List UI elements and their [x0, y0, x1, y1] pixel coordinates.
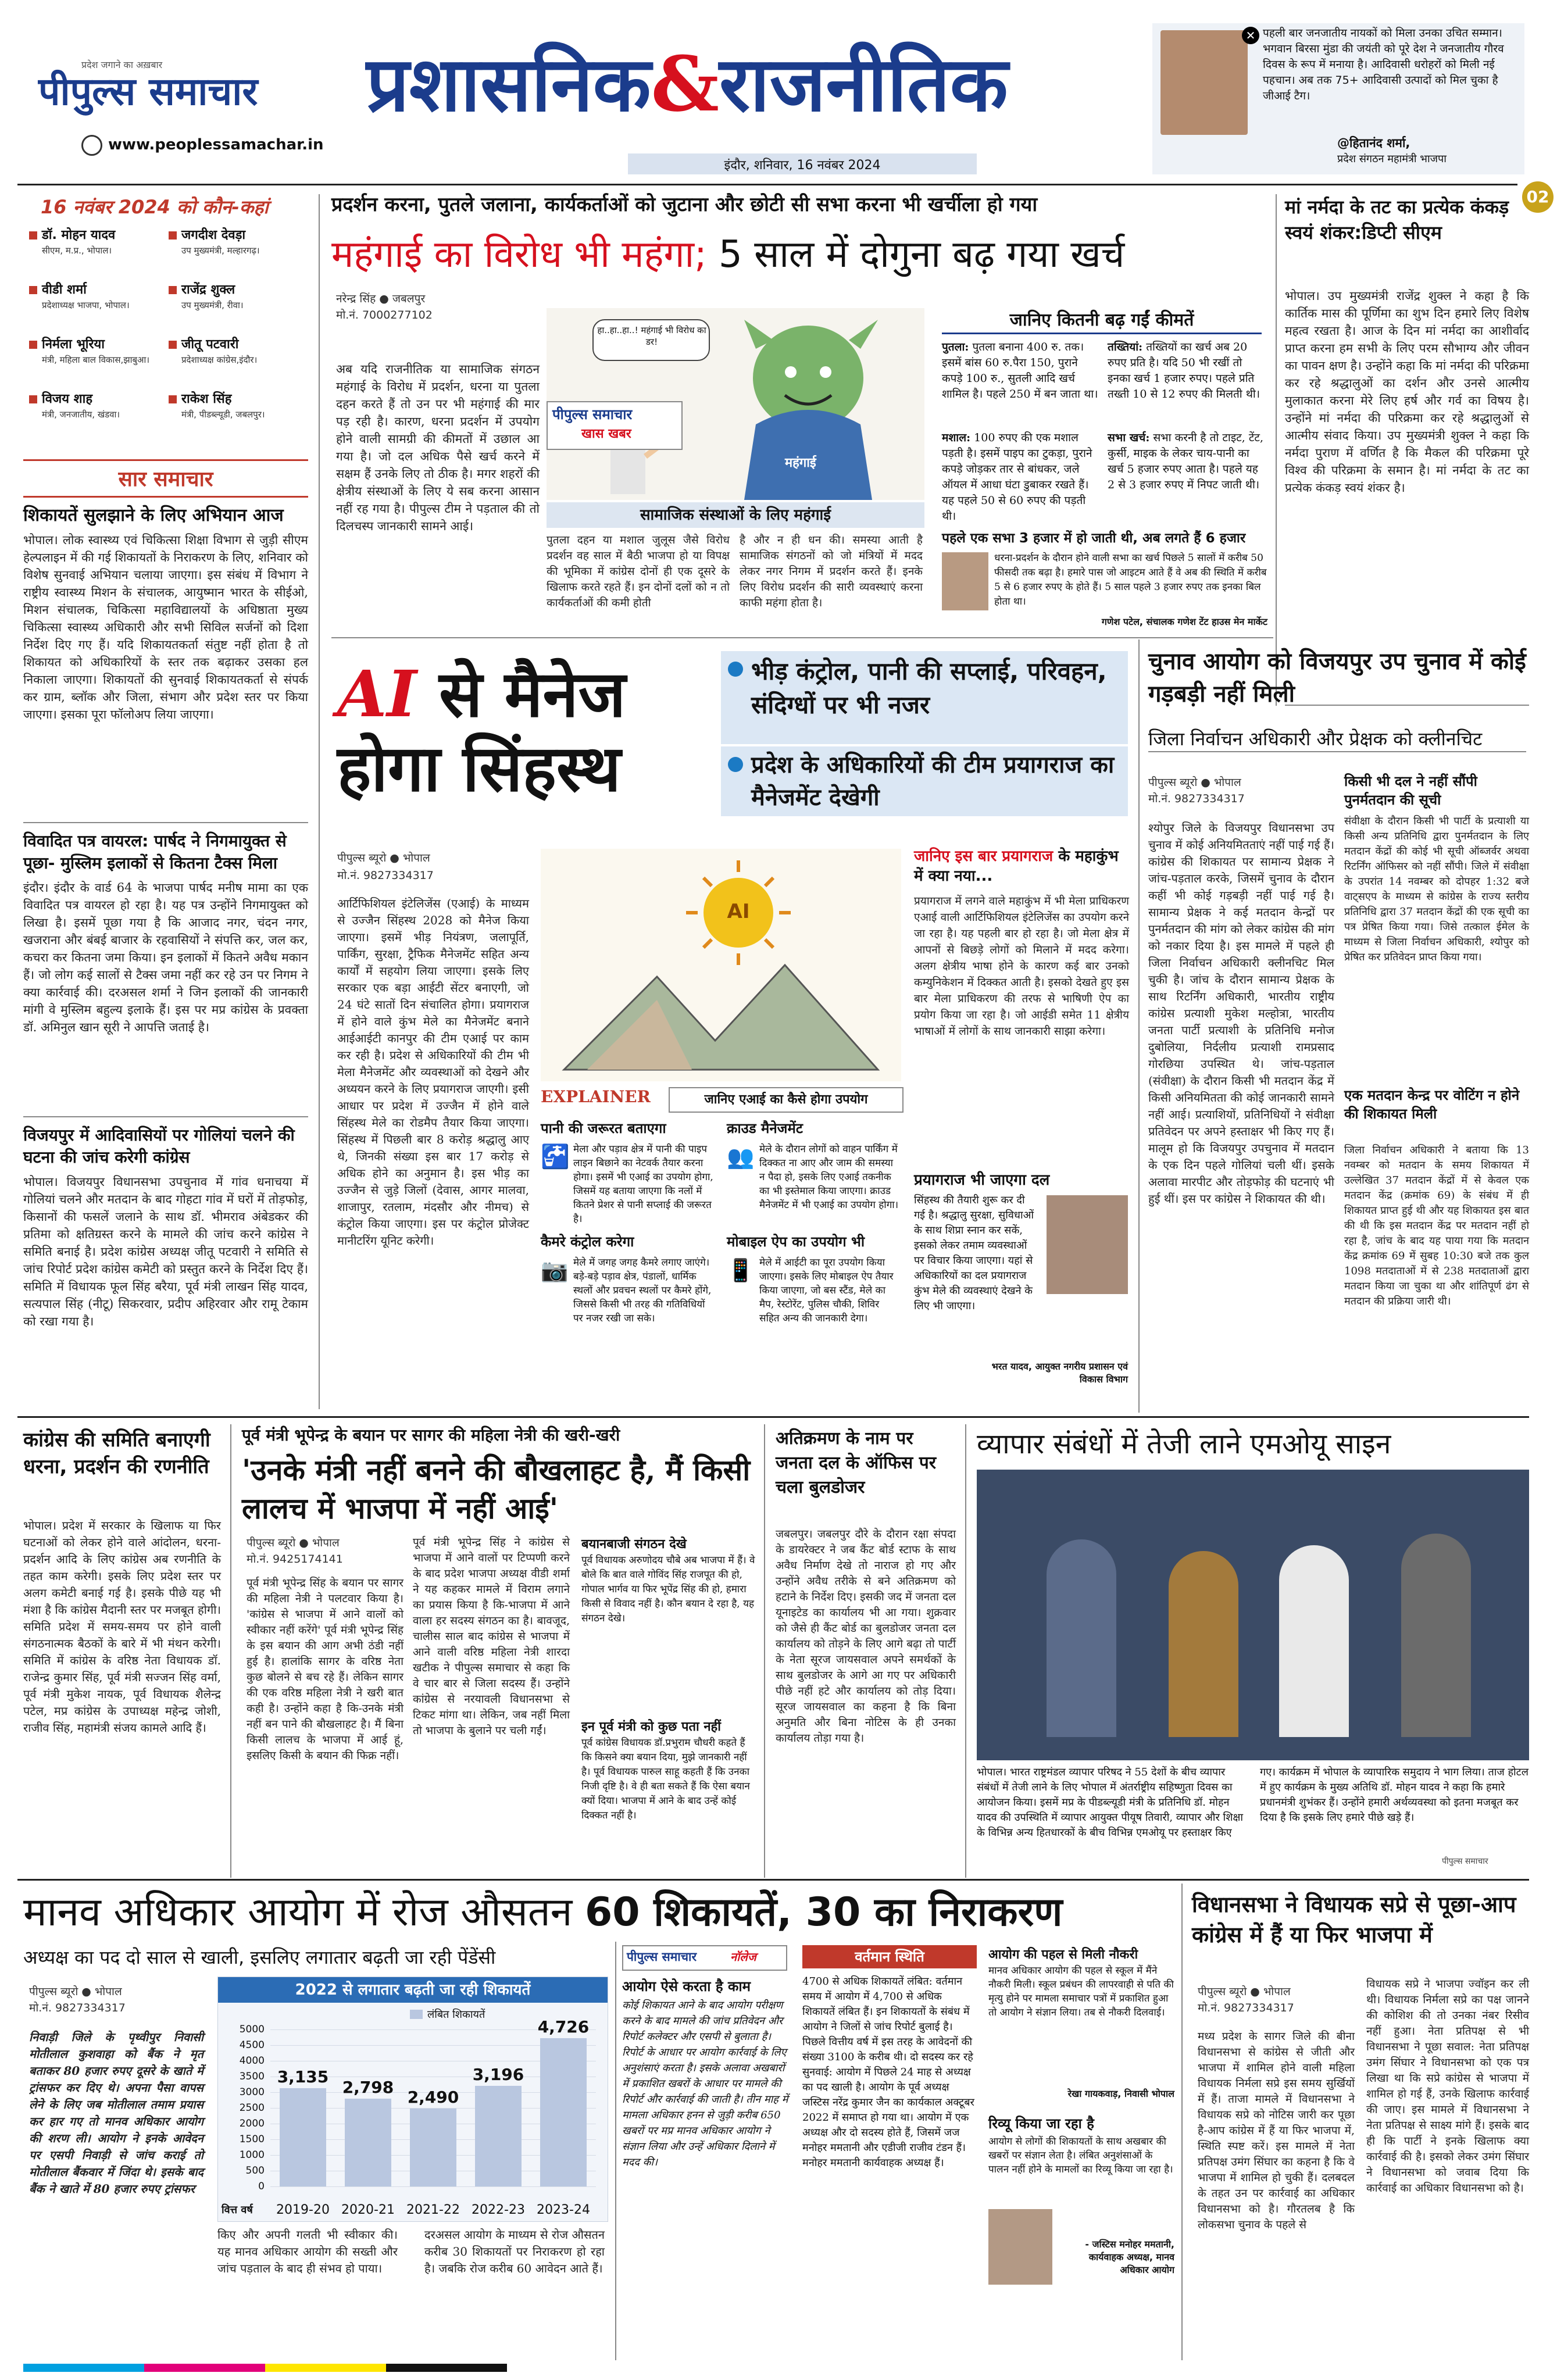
bullet-icon — [728, 757, 743, 772]
atikraman-body: जबलपुर। जबलपुर दौरे के दौरान रक्षा संपदा के डायरेक्टर ने जब कैंट बोर्ड स्टाफ के साथ अवैध निर्माण देखे तो नाराज हो गए और उन्होंने अवैध तरीके से बने अतिक्रमण को हटाने के निर्देश दिए। इसकी जद में जनता दल यूनाइटेड का कार्यालय भी आ गया। शुक्रवार को जैसे ही कैंट बोर्ड का बुलडोजर जनता दल कार्यालय को तोड़ने के लिए आगे बढ़ा तो पार्टी के नेता सूरज जायसवाल अपने समर्थकों के साथ बुलडोजर के आगे आ गए पर अधिकारी पीछे नहीं हटे और कार्यालय को तोड़ दिया। सूरज जायसवाल का कहना है कि बिना अनुमति और बिना नोटिस के ही उनका कार्यालय तोड़ा गया है। — [776, 1528, 956, 1745]
ai-box-4-text: मेले में आईटी का पूरा उपयोग किया जाएगा। इसके लिए मोबाइल ऐप तैयार किया जाएगा, जो बस स्टैंड, मेले का मैप, रेस्टोरेंट, पुलिस चौकी, शिविर सहित अन्य की जानकारी देगा। — [759, 1257, 894, 1324]
bhupendra-byline: पीपुल्स ब्यूरो ● भोपाल — [247, 1536, 340, 1549]
mou-caption: भोपाल। भारत राष्ट्रमंडल व्यापार परिषद ने 55 देशों के बीच व्यापार संबंधों में तेजी लाने के लिए भोपाल में अंतर्राष्ट्रीय सहिष्णुता दिवस का आयोजन किया। इसमें मप्र के पीडब्ल्यूडी मंत्री के प्रतिनिधि डॉ. मोहन यादव की उपस्थिति में व्यापार आयुक्त पीयूष तिवारी, व्यापार और शिक्षा के विभिन्न अन्य हितधारकों के बीच विभिन्न एमओयू पर हस्ताक्षर किए गए। कार्यक्रम में भोपाल के व्यापारिक समुदाय ने भाग लिया। ताज होटल में हुए कार्यक्रम के मुख्य अतिथि डॉ. मोहन यादव ने कहा कि हमारे प्रधानमंत्री शुभंकर हैं। उन्होंने हमारी अर्थव्यवस्था को इतना मजबूत कर दिया है कि इसके लिए हमारे पीछे खड़े हैं। — [977, 1766, 1529, 1839]
birthday-name: डॉ. मोहन यादव — [42, 228, 116, 242]
bar-value-label: 2,490 — [407, 2087, 459, 2107]
simhastha-headline-rest: से मैनेज होगा सिंहस्थ — [337, 656, 626, 806]
mobile-icon: 📱 — [727, 1257, 755, 1283]
narmada-head: मां नर्मदा के तट का प्रत्येक कंकड़ स्वयं शंकर:डिप्टी सीएम — [1285, 196, 1509, 244]
mou-head: व्यापार संबंधों में तेजी लाने एमओयू साइन — [977, 1428, 1391, 1460]
simhastha-point-1-text: भीड़ कंट्रोल, पानी की सप्लाई, परिवहन, संदिग्धों पर भी नजर — [751, 657, 1107, 719]
ai-box-2-text: मेले के दौरान लोगों को वाहन पार्किंग में दिक्कत ना आए और जाम की समस्या न पैदा हो, इसके लिए एआई तकनीक का भी इस्तेमाल किया जाएगा। क्राउड मैनेजमेंट में भी एआई का उपयोग होगा। — [759, 1143, 899, 1211]
birthday-marker-icon — [29, 395, 37, 403]
birthday-title: 16 नवंबर 2024 को कौन-कहां — [41, 196, 269, 218]
birthday-marker-icon — [29, 341, 37, 349]
price-item-2-head: मशाल: — [942, 431, 971, 444]
simhastha-point-2 — [721, 746, 1128, 816]
birthday-name: राजेंद्र शुक्ल — [181, 283, 235, 297]
bhupendra-side1-head: बयानबाजी संगठन देखे — [581, 1537, 687, 1552]
bhupendra-side1-text: पूर्व विधायक अरुणोदय चौबे अब भाजपा में हैं। वे बोले कि बात वाले गोविंद सिंह राजपूत की हो, गोपाल भार्गव या फिर भूपेंद्र सिंह की हो, हमारा किसी से विवाद नहीं है। कौन बयान दे रहा है, यह संगठन देखे। — [581, 1554, 755, 1624]
lead-kicker: प्रदर्शन करना, पुतले जलाना, कार्यकर्ताओं को जुटाना और छोटी सी सभा करना भी खर्चीला हो गया — [331, 193, 1038, 216]
mou-photo — [977, 1470, 1529, 1760]
chart-title: 2022 से लगातार बढ़ती जा रही शिकायतें — [218, 1977, 608, 2003]
chart-bar — [410, 2109, 456, 2186]
birthday-name: जीतू पटवारी — [181, 337, 239, 352]
y-tick-label: 500 — [245, 2165, 265, 2177]
manav-byline-place: भोपाल — [94, 1985, 122, 1998]
simhastha-byline-place: भोपाल — [402, 852, 430, 864]
birthday-entry — [169, 281, 306, 312]
vijaypur-head: चुनाव आयोग को विजयपुर उप चुनाव में कोई गड़बड़ी नहीं मिली — [1148, 648, 1526, 707]
chart-bar — [475, 2086, 522, 2186]
price-item-3 — [1108, 340, 1265, 402]
price-item-1-text: पुतला बनाना 400 रु. तक। इसमें बांस 60 रु.पैरा 150, पुराने कपड़े 100 रु., सुतली आदि खर्च शामिल है। पहले 250 में बन जाता था। — [942, 341, 1098, 401]
naukri-credit: रेखा गायकवाड़, निवासी भोपाल — [1067, 2088, 1174, 2099]
ai-box-3 — [541, 1232, 715, 1349]
y-tick-label: 2500 — [239, 2102, 265, 2114]
lead-col2: पुतला दहन या मशाल जुलूस जैसे विरोध प्रदर्शन वह साल में बैठी भाजपा हो या विपक्ष की भूमिका में कांग्रेस दोनों ही एक दूसरे के खिलाफ करते रहते हैं। इन दोनों दलों को न तो कार्यकर्ताओं की कमी होती — [547, 534, 730, 609]
sar-item-3 — [23, 1124, 308, 1330]
price-item-2 — [942, 430, 1099, 524]
cartoon-caption: सामाजिक संस्थाओं के लिए महंगाई — [547, 502, 924, 528]
bhupendra-col2: पूर्व मंत्री भूपेन्द्र सिंह ने कांग्रेस से भाजपा में आने वालों पर टिप्पणी करने के बाद प्रदेश भाजपा अध्यक्ष वीडी शर्मा ने यह कहकर मामले में विराम लगाने का प्रयास किया है कि-भाजपा में आने वाला हर सदस्य संगठन का है। बावजूद, चालीस साल बाद कांग्रेस से भाजपा में आने वाली वरिष्ठ महिला नेत्री शारदा खटीक ने पीपुल्स समाचार से कहा कि वे चार बार से जिला सदस्य हैं। उन्होंने कांग्रेस से नरयावली विधानसभा से टिकट मांगा था। लेकिन, जब नहीं मिला तो भाजपा के बुलाने पर चली गईं। — [413, 1536, 570, 1737]
prayag-photo — [1047, 1195, 1128, 1294]
quote-author: @हितानंद शर्मा, — [1337, 136, 1410, 150]
chart-bar — [540, 2038, 587, 2186]
vidhan-col1: मध्य प्रदेश के सागर जिले की बीना विधानसभा से कांग्रेस से जीती और भाजपा में शामिल होने वाली महिला विधायक निर्मला सप्रे इस समय सुर्खियों में हैं। ताजा मामले में विधानसभा ने विधायक सप्रे को नोटिस जारी कर पूछा है-आप कांग्रेस में हैं या फिर भाजपा में, स्थिति स्पष्ट करें। इस मामले में नेता प्रतिपक्ष उमंग सिंघार का कहना है कि वे भाजपा में शामिल हो चुकी हैं। दलबदल के तहत उन पर कार्रवाई का अधिकार विधानसभा को है। गौरतलब है कि लोकसभा चुनाव के पहले से — [1198, 2030, 1355, 2231]
birthday-name: निर्मला भूरिया — [42, 337, 105, 352]
vijaypur-side2-head: एक मतदान केन्द्र पर वोटिंग न होने की शिकायत मिली — [1344, 1087, 1520, 1122]
crowd-icon: 👥 — [727, 1144, 755, 1170]
price-item-1-head: पुतला: — [942, 341, 969, 353]
sabha-text: धरना-प्रदर्शन के दौरान होने वाली सभा का खर्च पिछले 5 सालों में करीब 50 फीसदी तक बढ़ा है। हमारे पास जो आइटम आते हैं वे अब की स्थिति में करीब 5 से 6 हजार रुपए के होते हैं। 5 साल पहले 3 हजार रुपए तक इनका बिल होता था। — [994, 552, 1267, 607]
birthday-role: मंत्री, जनजातीय, खंडवा। — [42, 409, 120, 420]
ai-box-2 — [727, 1119, 901, 1221]
vijaypur-sub: जिला निर्वाचन अधिकारी और प्रेक्षक को क्लीनचिट — [1148, 727, 1526, 752]
grid-line — [270, 2186, 596, 2187]
explainer-title: जानिए एआई का कैसे होगा उपयोग — [669, 1087, 904, 1113]
explainer-label: EXPLAINER — [541, 1087, 651, 1106]
vidhan-byline: पीपुल्स ब्यूरो ● भोपाल — [1198, 1985, 1291, 1998]
birthday-role: मंत्री, पीडब्ल्यूडी, जबलपुर। — [181, 409, 265, 420]
sar-title: सार समाचार — [118, 467, 213, 491]
current-title: वर्तमान स्थिति — [802, 1945, 977, 1968]
birthday-role: उप मुख्यमंत्री, मल्हारगढ़। — [181, 245, 260, 256]
globe-icon — [81, 135, 102, 156]
quote-role: प्रदेश संगठन महामंत्री भाजपा — [1337, 153, 1447, 165]
lead-headline-red: महंगाई का विरोध भी महंगा; — [331, 233, 707, 276]
manav-byline-name: पीपुल्स ब्यूरो — [29, 1985, 78, 1998]
lead-phone: मो.नं. 7000277102 — [336, 309, 433, 321]
ai-cartoon — [541, 849, 901, 1081]
lead-stamp-logo: पीपुल्स समाचार — [552, 406, 633, 423]
sar-item-1 — [23, 505, 308, 723]
bar-value-label: 3,135 — [277, 2067, 329, 2086]
sabha-photo — [942, 552, 988, 610]
page-number: 02 — [1522, 181, 1554, 213]
knowledge-head: आयोग ऐसे करता है काम — [622, 1978, 751, 1995]
knowledge-stamp-label: नॉलेज — [730, 1950, 756, 1964]
birthday-marker-icon — [169, 286, 177, 294]
sar-item-1-body: भोपाल। लोक स्वास्थ्य एवं चिकित्सा शिक्षा विभाग से जुड़ी सीएम हेल्पलाइन में की गई शिकायतों के निराकरण के लिए, शनिवार को विशेष सुनवाई अभियान चलाया जाएगा। इस संबंध में विभाग ने राष्ट्रीय स्वास्थ्य मिशन के संचालक, आयुष्मान भारत के सीईओ, मिशन संचालक, चिकित्सा महाविद्यालयों के अधिष्ठाता मुख्य चिकित्सा स्वास्थ्य अधिकारी और सभी सिविल सर्जनों को दिशा निर्देश दिए गए हैं। यदि शिकायतकर्ता संतुष्ट नहीं होता है तो शिकायत को अधिकारियों के स्तर तक बढ़ाकर उसका हल निकाला जाएगा। शिकायतों की सुनवाई शिकायतकर्ता से संपर्क कर ग्राम, ब्लॉक और जिला, संभाग और प्रदेश स्तर पर किया जाएगा। इसका पूरा फॉलोअप लिया जाएगा। — [23, 533, 308, 721]
vidhan-byline-name: पीपुल्स ब्यूरो — [1198, 1985, 1247, 1998]
y-tick-label: 0 — [258, 2181, 265, 2192]
rishwat-credit: - जस्टिस मनोहर ममतानी, कार्यवाहक अध्यक्ष, मानव अधिकार आयोग — [1085, 2239, 1174, 2275]
x-tick-label: 2022-23 — [472, 2203, 525, 2217]
simhastha-phone: मो.नं. 9827334317 — [337, 869, 434, 882]
lead-headline — [331, 231, 1273, 278]
simhastha-point-2-text: प्रदेश के अधिकारियों की टीम प्रयागराज का मैनेजमेंट देखेगी — [751, 752, 1115, 811]
newspaper-logo[interactable]: पीपुल्स समाचार — [38, 69, 258, 114]
birthday-name: राकेश सिंह — [181, 392, 232, 406]
cartoon-bubble: हा..हा..हा..! महंगाई भी विरोध का डर! — [597, 325, 706, 347]
ai-box-1-text: मेला और पड़ाव क्षेत्र में पानी की पाइप लाइन बिछाने का नेटवर्क तैयार करना होगा। इसमें भी एआई का उपयोग होगा, जिसमें यह बताया जाएगा कि नलों में कितने प्रेशर से पानी सप्लाई की जरूरत है। — [573, 1143, 713, 1225]
vidhan-phone: मो.नं. 9827334317 — [1198, 2002, 1294, 2014]
sabha-head: पहले एक सभा 3 हजार में हो जाती थी, अब लगते हैं 6 हजार — [942, 531, 1246, 546]
ai-cartoon-illustration — [541, 849, 901, 1081]
prayag-credit: भरत यादव, आयुक्त नगरीय प्रशासन एवं विकास विभाग — [991, 1361, 1128, 1385]
bhupendra-byline-place: भोपाल — [312, 1536, 340, 1549]
birthday-role: प्रदेशाध्यक्ष भाजपा, भोपाल। — [42, 300, 130, 310]
section-title-amp: & — [651, 40, 719, 128]
vijaypur-side1-text: संवीक्षा के दौरान किसी भी पार्टी के प्रत्याशी या किसी अन्य प्रतिनिधि द्वारा पुनर्मतदान के लिए मतदान केंद्रों की कोई भी सूची ऑब्जर्वर अथवा रिटर्निंग ऑफिसर को नहीं सौंपी। जिले में संवीक्षा के उपरांत 14 नवम्बर को दोपहर 1:32 बजे वाट्सएप के माध्यम से कांग्रेस के राज्य स्तरीय प्रतिनिधि द्वारा 37 मतदान केंद्रों की एक सूची का पत्र प्रेषित किया गया। जिसे तत्काल ईमेल के माध्यम से जिला निर्वाचन अधिकारी, श्योपुर को प्रेषित कर प्रतिवेदन प्राप्त किया गया। — [1344, 815, 1529, 963]
bhupendra-byline-name: पीपुल्स ब्यूरो — [247, 1536, 296, 1549]
bhupendra-side2-head: इन पूर्व मंत्री को कुछ पता नहीं — [581, 1720, 721, 1734]
vijaypur-byline-place: भोपाल — [1213, 776, 1241, 789]
simhastha-byline: पीपुल्स ब्यूरो ● भोपाल — [337, 852, 430, 864]
vijaypur-col1: श्योपुर जिले के विजयपुर विधानसभा उप चुनाव में कोई अनियमितताएं नहीं पाई गई हैं। कांग्रेस की शिकायत पर सामान्य प्रेक्षक ने जांच-पड़ताल करके, जिसमें चुनाव के दौरान कहीं भी कोई गड़बड़ी नहीं पाई गई है। सामान्य प्रेक्षक ने कई मतदान केन्द्रों पर पुनर्मतदान की मांग को लेकर कांग्रेस की मांग को नकार दिया है। इस मामले में पहले ही जिला निर्वाचन अधिकारी क्लीनचिट मिल चुकी है। जांच के दौरान सामान्य प्रेक्षक के साथ रिटर्निंग अधिकारी, भारतीय राष्ट्रीय कांग्रेस प्रत्याशी मुकेश मल्होत्रा, भारतीय जनता पार्टी प्रत्याशी के प्रतिनिधि मनोज दुबोलिया, निर्दलीय प्रत्याशी रामप्रसाद गोरछिया उपस्थित थे। जांच-पड़ताल (संवीक्षा) के दौरान किसी भी मतदान केंद्र में किसी अनियमितता की कोई जानकारी सामने नहीं आई। प्रत्याशियों, प्रतिनिधियों ने संवीक्षा प्रतिवेदन पर अपने हस्ताक्षर भी किए गए हैं। मालूम हो कि विजयपुर उपचुनाव में मतदान के एक दिन पहले गोलियां चली थीं। इसके अलावा मारपीट और तोड़फोड़ की घटनाएं भी हुई थीं। इस पर कांग्रेस ने शिकायत की थी। — [1148, 821, 1334, 1206]
ai-box-3-text: मेले में जगह जगह कैमरे लगाए जाएंगे। बड़े-बड़े पड़ाव क्षेत्र, पंडालों, धार्मिक स्थलों और प्रवचन स्थलों पर कैमरे होंगे, जिससे किसी भी तरह की गतिविधियों पर नजर रखी जा सके। — [573, 1257, 712, 1324]
birthday-marker-icon — [169, 231, 177, 240]
section-title — [366, 41, 1008, 128]
vidhan-byline-place: भोपाल — [1263, 1985, 1291, 1998]
current-text: 4700 से अधिक शिकायतें लंबित: वर्तमान समय में आयोग में 4,700 से अधिक शिकायतें लंबित हैं। इन शिकायतों के संबंध में आयोग ने जिलों से जांच रिपोर्ट बुलाई है। पिछले वित्तीय वर्ष में इस तरह के आवेदनों की संख्या 3100 के करीब थी। दो सदस्य कर रहे सुनवाई: आयोग में पिछले 24 माह से अध्यक्ष का पद खाली है। आयोग के पूर्व अध्यक्ष जस्टिस नरेंद्र कुमार जैन का कार्यकाल अक्टूबर 2022 में समाप्त हो गया था। आयोग में एक अध्यक्ष और दो सदस्य होते हैं, जिसमें जज मनोहर ममतानी और एडीजी राजीव टंडन हैं। मनोहर ममतानी कार्यवाहक अध्यक्ष हैं। — [802, 1975, 974, 2169]
sar-item-3-head: विजयपुर में आदिवासियों पर गोलियां चलने की घटना की जांच करेगी कांग्रेस — [23, 1125, 295, 1167]
birthday-entry — [29, 227, 166, 257]
y-tick-label: 4000 — [239, 2055, 265, 2067]
chart-bar — [280, 2088, 326, 2186]
birthday-role: उप मुख्यमंत्री, रीवा। — [181, 300, 244, 310]
sar-item-1-head: शिकायतें सुलझाने के लिए अभियान आज — [23, 505, 284, 526]
ai-box-4 — [727, 1232, 901, 1349]
lead-stamp-label: खास खबर — [581, 427, 631, 441]
ai-box-4-head: मोबाइल ऐप का उपयोग भी — [727, 1234, 865, 1250]
naukri-text: मानव अधिकार आयोग की पहल से स्कूल में मैंने नौकरी मिली। स्कूल प्रबंधन की लापरवाही से पति की मृत्यु होने पर मामला समाचार पत्रों में प्रकाशित हुआ तो आयोग ने संज्ञान लिया। तब से नौकरी दिलवाई। — [988, 1965, 1174, 2018]
birthday-role: प्रदेशाध्यक्ष कांग्रेस,इंदौर। — [181, 355, 258, 365]
simhastha-byline-name: पीपुल्स ब्यूरो — [337, 852, 387, 864]
vijaypur-side2-text: जिला निर्वाचन अधिकारी ने बताया कि 13 नवम्बर को मतदान के समय शिकायत में उल्लेखित 37 मतदान केंद्रों में से केवल एक मतदान केंद्र (क्रमांक 69) के संबंध में ही शिकायत प्राप्त हुई थी और यह शिकायत इस बात की थी कि इस मतदान केंद्र पर मतदान नहीं हो रहा है, जांच के बाद यह पाया गया कि मतदान केंद्र क्रमांक 69 में सुबह 10:30 बजे तक कुल 1098 मतदाताओं में से 238 मतदाताओं द्वारा मतदान किया जा चुका था और शांतिपूर्ण ढंग से मतदान की प्रक्रिया जारी थी। — [1344, 1144, 1529, 1307]
ai-sun-label: AI — [727, 900, 750, 923]
chart-legend: लंबित शिकायतें — [427, 2009, 485, 2021]
price-item-3-head: तख्तियां: — [1108, 341, 1143, 353]
complaints-chart — [217, 1977, 608, 2222]
simhastha-headline — [337, 657, 709, 806]
y-tick-label: 1000 — [239, 2149, 265, 2161]
manav-sub: अध्यक्ष का पद दो साल से खाली, इसलिए लगातार बढ़ती जा रही पेंडेंसी — [23, 1946, 496, 1968]
manav-headline-a: मानव अधिकार आयोग में रोज औसतन — [23, 1889, 573, 1935]
dateline: इंदौर, शनिवार, 16 नवंबर 2024 — [724, 158, 881, 173]
x-icon: ✕ — [1242, 27, 1259, 44]
bar-value-label: 3,196 — [472, 2065, 524, 2085]
manav-intro: निवाड़ी जिले के पृथ्वीपुर निवासी मोतीलाल कुशवाहा को बैंक ने मृत बताकर 80 हजार रुपए दूसरे के खाते में ट्रांसफर कर दिए थे। अपना पैसा वापस लेने के लिए जब मोतीलाल तमाम प्रयास कर हार गए तो मानव अधिकार आयोग की शरण ली। आयोग ने इनके आवेदन पर एसपी निवाड़ी से जांच कराई तो मोतीलाल बैंकवार में जिंदा थे। इसके बाद बैंक ने खाते में 80 हजार रुपए ट्रांसफर — [29, 2030, 203, 2196]
lead-headline-black: 5 साल में दोगुना बढ़ गया खर्च — [719, 233, 1125, 276]
x-tick-label: 2020-21 — [341, 2203, 395, 2217]
birthday-entry — [169, 391, 306, 421]
bhupendra-headline: 'उनके मंत्री नहीं बनने की बौखलाहट है, मैं किसी लालच में भाजपा में नहीं आई' — [242, 1453, 751, 1525]
vijaypur-side1-head: किसी भी दल ने नहीं सौंपी पुनर्मतदान की सूची — [1344, 773, 1477, 808]
price-item-4-head: सभा खर्च: — [1108, 431, 1150, 444]
bhupendra-side2-text: पूर्व कांग्रेस विधायक डॉ.प्रभुराम चौधरी कहते हैं कि किसने क्या बयान दिया, मुझे जानकारी नहीं है। पूर्व विधायक पारुल साहू कहती हैं कि उनका निजी दृष्टि है। वे ही बता सकते हैं कि ऐसा बयान क्यों दिया। भाजपा में आने के बाद उन्हें कोई दिक्कत नहीं है। — [581, 1737, 750, 1821]
price-item-4-text: सभा करनी है तो टाइट, टेंट, कुर्सी, माइक के लेकर चाय-पानी का खर्च 5 हजार रुपए आता है। पहले यह 2 से 3 हजार रुपए में निपट जाती थी। — [1108, 431, 1264, 491]
quote-text: पहली बार जनजातीय नायकों को मिला उनका उचित सम्मान। भगवान बिरसा मुंडा की जयंती को पूरे देश ने जनजातीय गौरव दिवस के रूप में मनाया है। आदिवासी धरोहरों को मिली नई पहचान। अब तक 75+ आदिवासी उत्पादों को मिल चुका है जीआई टैग। — [1263, 27, 1504, 102]
x-tick-label: 2023-24 — [537, 2203, 590, 2217]
chart-xlabel: वित्त वर्ष — [222, 2204, 253, 2216]
price-item-4 — [1108, 430, 1265, 493]
lead-col3: है और न ही धन की। समस्या आती है सामाजिक संगठनों को जो मंत्रियों में मदद लेकर नगर निगम में प्रदर्शन करते हैं। इनके लिए विरोध प्रदर्शन की सारी व्यवस्थाएं करना काफी महंगा होता है। — [740, 534, 923, 609]
vijaypur-phone: मो.नं. 9827334317 — [1148, 792, 1245, 805]
naukri-head: आयोग की पहल से मिली नौकरी — [988, 1947, 1138, 1962]
birthday-entry — [169, 227, 306, 257]
section-title-part2: राजनीतिक — [719, 40, 1008, 128]
rishwat-head: रिव्यू किया जा रहा है — [988, 2115, 1094, 2132]
simhastha-headline-ai: AI — [337, 656, 417, 731]
bhupendra-col1: पूर्व मंत्री भूपेन्द्र सिंह के बयान पर सागर की महिला नेत्री ने पलटवार किया है। 'कांग्रेस से भाजपा में आने वालों को स्वीकार नहीं करेंगे' पूर्व मंत्री भूपेन्द्र सिंह के इस बयान की आग अभी ठंडी नहीं हुई है। हालांकि सागर के वरिष्ठ नेता कुछ बोलने से बच रहे हैं। लेकिन सागर की एक वरिष्ठ महिला नेत्री ने खरी बात कही है। उन्होंने कहा है कि-उनके मंत्री नहीं बन पाने की बौखलाहट है। मैं बिना किसी लालच के भाजपा में आई हूं, इसलिए किसी के बयान की फिक्र नहीं। — [247, 1577, 403, 1762]
atikraman-head: अतिक्रमण के नाम पर जनता दल के ऑफिस पर चला बुलडोजर — [776, 1428, 937, 1498]
birthday-marker-icon — [29, 286, 37, 294]
y-tick-label: 1500 — [239, 2134, 265, 2145]
chart-bar — [345, 2099, 391, 2186]
chart-plot — [218, 1977, 608, 2221]
kumbh-head — [914, 846, 1129, 886]
birthday-entry — [29, 336, 166, 366]
rishwat-photo — [988, 2209, 1052, 2285]
prices-title: जानिए कितनी बढ़ गईं कीमतें — [942, 307, 1262, 334]
sar-item-2-head: विवादित पत्र वायरल: पार्षद ने निगमायुक्त से पूछा- मुस्लिम इलाकों से कितना टैक्स मिला — [23, 831, 287, 873]
manav-headline — [23, 1888, 1163, 1937]
ai-box-1-head: पानी की जरूरत बताएगा — [541, 1120, 666, 1137]
congress-body: भोपाल। प्रदेश में सरकार के खिलाफ या फिर घटनाओं को लेकर होने वाले आंदोलन, धरना-प्रदर्शन आदि के लिए कांग्रेस अब रणनीति के तहत काम करेगी। इसके लिए प्रदेश स्तर पर अलग कमेटी बनाई गई है। इसके पीछे यह भी मंशा है कि कांग्रेस मैदानी स्तर पर मजबूत होगी। समिति प्रदेश में समय-समय पर होने वाली संगठनात्मक बैठकों के बारे में भी मंथन करेगी। समिति में कांग्रेस के वरिष्ठ नेता विधायक डॉ. राजेन्द्र कुमार सिंह, पूर्व मंत्री सज्जन सिंह वर्मा, पूर्व मंत्री मुकेश नायक, पूर्व विधायक शैलेन्द्र पटेल, मप्र कांग्रेस के उपाध्यक्ष महेन्द्र जोशी, राजीव सिंह, महामंत्री संजय कामले आदि हैं। — [23, 1518, 221, 1735]
vidhan-col2: विधायक सप्रे ने भाजपा ज्वॉइन कर ली थी। विधायक निर्मला सप्रे का पक्ष जानने की कोशिश की तो उनका नंबर रिसीव नहीं हुआ। नेता प्रतिपक्ष से भी विधानसभा ने पूछा सवाल: नेता प्रतिपक्ष उमंग सिंघार ने विधानसभा को एक पत्र लिखा था कि सप्रे कांग्रेस से भाजपा में शामिल हो गई हैं, उनके खिलाफ कार्रवाई की जाए। इस मामले में विधानसभा ने नेता प्रतिपक्ष से साक्ष्य मांगे हैं। इसके बाद ही कि पार्टी ने इनके खिलाफ क्या कार्रवाई की है। इसको लेकर उमंग सिंघार ने विधानसभा को जवाब दिया कि कार्रवाई का अधिकार विधानसभा को है। — [1366, 1978, 1529, 2195]
section-title-part1: प्रशासनिक — [366, 40, 651, 128]
lead-col1: अब यदि राजनीतिक या सामाजिक संगठन महंगाई के विरोध में प्रदर्शन, धरना या पुतला दहन करते हैं तो उन पर भी महंगाई की मार पड़ रही है। कारण, धरना प्रदर्शन में उपयोग होने वाली सामग्री की कीमतों में उछाल आ गया है। जो दल अधिक पैसे खर्च करने में सक्षम हैं उनके लिए तो ठीक है। मगर शहरों की क्षेत्रीय संस्थाओं के लिए ये सब करना आसान नहीं रह गया है। पीपुल्स टीम ने पड़ताल की तो दिलचस्प जानकारी सामने आई। — [336, 362, 540, 533]
y-tick-label: 5000 — [239, 2024, 265, 2035]
manav-col2: किए और अपनी गलती भी स्वीकार की। यह मानव अधिकार आयोग की सख्ती और जांच पड़ताल के बाद ही संभव हो पाया। — [217, 2228, 398, 2275]
sabha-credit: गणेश पटेल, संचालक गणेश टेंट हाउस मेन मार्केट — [1101, 616, 1267, 627]
manav-headline-b: 60 शिकायतें, 30 का निराकरण — [584, 1889, 1063, 1935]
x-tick-label: 2021-22 — [406, 2203, 460, 2217]
x-tick-label: 2019-20 — [276, 2203, 330, 2217]
camera-icon: 📷 — [541, 1257, 569, 1283]
ai-box-3-head: कैमरे कंट्रोल करेगा — [541, 1234, 634, 1250]
author-photo — [1160, 30, 1248, 135]
color-bar — [23, 2364, 1535, 2372]
birthday-name: वीडी शर्मा — [42, 283, 87, 297]
lead-byline-place: जबलपुर — [392, 292, 426, 305]
knowledge-text: कोई शिकायत आने के बाद आयोग परीक्षण करने के बाद मामले की जांच प्रतिवेदन और रिपोर्ट कलेक्टर और एसपी से बुलाता है। रिपोर्ट के आधार पर आयोग कार्रवाई के लिए अनुशंसाएं करता है। इसके अलावा अखबारों में प्रकाशित खबरों के आधार पर मामले की रिपोर्ट और कार्रवाई की जाती है। तीन माह में मामला अधिकार हनन से जुड़ी करीब 650 खबरों पर मप्र मानव अधिकार आयोग ने संज्ञान लिया और उन्हें अधिकार दिलाने में मदद की। — [622, 1999, 788, 2168]
birthday-marker-icon — [169, 395, 177, 403]
birthday-role: सीएम, म.प्र., भोपाल। — [42, 245, 112, 256]
birthday-name: जगदीश देवड़ा — [181, 228, 246, 242]
sar-item-2-body: इंदौर। इंदौर के वार्ड 64 के भाजपा पार्षद मनीष मामा का एक विवादित पत्र वायरल हो रहा है। यह पत्र उन्होंने निगमायुक्त को लिखा है। इसमें पूछा गया है कि आजाद नगर, चंदन नगर, खजराना और बंबई बाजार के रहवासियों ने संपत्ति कर, जल कर, कचरा कर कितना जमा किया। इन इलाकों में कितने अवैध मकान हैं। जो लोग कई सालों से टैक्स जमा नहीं कर रहे उन पर निगम ने क्या कार्रवाई की। दरअसल शर्मा ने जिन इलाकों की जानकारी मांगी वे मुस्लिम बहुल्य इलाके हैं। इस पर मप्र कांग्रेस के प्रवक्ता डॉ. अमिनुल खान सूरी ने आपत्ति जताई है। — [23, 881, 308, 1034]
price-item-1 — [942, 340, 1099, 402]
price-item-3-text: तख्तियों का खर्च अब 20 रुपए प्रति है। यदि 50 भी रखीं तो इनका खर्च 1 हजार रुपए। पहले प्रति तख्ती 10 से 12 रुपए की मिलती थी। — [1108, 341, 1260, 401]
bullet-icon — [728, 662, 743, 677]
y-tick-label: 4500 — [239, 2039, 265, 2051]
sar-item-3-body: भोपाल। विजयपुर विधानसभा उपचुनाव में गांव धनाचया में गोलियां चलने और मतदान के बाद गोहटा गांव में घरों में तोड़फोड़, किसानों की फसलें जलाने के साथ डॉ. भीमराव अंबेडकर की प्रतिमा को क्षतिग्रस्त करने के मामले की जांच करने कांग्रेस ने समिति बनाई है। प्रदेश कांग्रेस अध्यक्ष जीतू पटवारी ने समिति से जांच रिपोर्ट प्रदेश कांग्रेस कमेटी को प्रस्तुत करने के निर्देश दिए हैं। समिति में विधायक फूल सिंह बरैया, पूर्व मंत्री लाखन सिंह यादव, सत्यपाल सिंह (नीटू) सिकरवार, प्रदीप अहिरवार और रामू टेकाम को रखा गया है। — [23, 1175, 308, 1328]
price-item-2-text: 100 रुपए की एक मशाल पड़ती है। इसमें पाइप का टुकड़ा, पुराने कपड़े जोड़कर तार से बांधकर, जले ऑयल में आधा घंटा डुबाकर रखते हैं। यह पहले 50 से 60 रुपए की पड़ती थी। — [942, 431, 1092, 523]
y-tick-label: 3500 — [239, 2071, 265, 2082]
prayag-head: प्रयागराज भी जाएगा दल — [914, 1171, 1050, 1189]
vijaypur-byline: पीपुल्स ब्यूरो ● भोपाल — [1148, 776, 1241, 789]
congress-head: कांग्रेस की समिति बनाएगी धरना, प्रदर्शन की रणनीति — [23, 1428, 210, 1478]
bar-value-label: 2,798 — [342, 2077, 394, 2097]
prayag-text: सिंहस्थ की तैयारी शुरू कर दी गई है। श्रद्धालु सुरक्षा, सुविधाओं के साथ शिप्रा स्नान कर सकें, इसको लेकर तमाम व्यवस्थाओं पर विचार किया जाएगा। यहां से अधिकारियों का दल प्रयागराज कुंभ मेले की व्यवस्थाएं देखने के लिए भी जाएगा। — [914, 1194, 1034, 1312]
masthead-rule — [17, 184, 1517, 185]
birthday-marker-icon — [29, 231, 37, 240]
ai-box-1 — [541, 1119, 715, 1225]
mou-photo-label: पीपुल्स समाचार — [1442, 1857, 1488, 1866]
website[interactable]: www.peoplessamachar.in — [108, 136, 324, 153]
rishwat-text: आयोग से लोगों की शिकायतों के साथ अखबार की खबरों पर संज्ञान लेता है। लंबित अनुशंसाओं के पालन नहीं होने के मामलों का रिव्यू किया जा रहा है। — [988, 2136, 1173, 2175]
lead-byline-name: नरेन्द्र सिंह — [336, 292, 376, 305]
ai-box-2-head: क्राउड मैनेजमेंट — [727, 1120, 803, 1137]
bhupendra-kicker — [242, 1424, 753, 1446]
y-tick-label: 2000 — [239, 2118, 265, 2129]
kumbh-head-black: के महाकुंभ में क्या नया... — [914, 848, 1119, 885]
cartoon-label: महंगाई — [785, 456, 816, 470]
bar-value-label: 4,726 — [537, 2017, 590, 2036]
vijaypur-byline-name: पीपुल्स ब्यूरो — [1148, 776, 1198, 789]
y-tick-label: 3000 — [239, 2086, 265, 2098]
lead-byline: नरेन्द्र सिंह ● जबलपुर — [336, 292, 426, 305]
kumbh-head-red: जानिए इस बार प्रयागराज — [914, 848, 1054, 865]
simhastha-point-1 — [721, 651, 1128, 744]
birthday-entry — [29, 281, 166, 312]
narmada-body: भोपाल। उप मुख्यमंत्री राजेंद्र शुक्ल ने कहा है कि कार्तिक मास की पूर्णिमा का शुभ दिन हमारे लिए विशेष महत्व रखता है। आज के दिन मां नर्मदा का आशीर्वाद प्राप्त करना हम सभी के लिए परम सौभाग्य और जीवन का पावन क्षण है। उन्होंने कहा कि मां नर्मदा की परिक्रमा कर रहे श्रद्धालुओं का दर्शन और उनसे आत्मीय मुलाकात करना मेरे लिए हर्ष और गर्व का विषय है। उन्होंने मां नर्मदा की परिक्रमा कर रहे श्रद्धालुओं से आत्मीय संवाद किया। उप मुख्यमंत्री शुक्ल ने कहा कि नर्मदा पुराण में वर्णित है कि मैकल की परिक्रमा पूरे विश्व की परिक्रमा के समान है। मां नर्मदा के तट का प्रत्येक कंकड़ स्वयं शंकर है। — [1285, 289, 1529, 495]
manav-col3: दरअसल आयोग के माध्यम से रोज औसतन करीब 30 शिकायतों पर निराकरण हो रहा है। जबकि रोज करीब 60 आवेदन आते हैं। — [424, 2228, 605, 2275]
birthday-name: विजय शाह — [42, 392, 93, 406]
bhupendra-phone: मो.नं. 9425174141 — [247, 1553, 343, 1566]
birthday-role: मंत्री, महिला बाल विकास,झाबुआ। — [42, 355, 150, 365]
tagline: प्रदेश जगाने का अख़बार — [81, 59, 163, 70]
bhupendra-kicker-text: पूर्व मंत्री भूपेन्द्र के बयान पर सागर की महिला नेत्री की खरी-खरी — [242, 1425, 620, 1445]
simhastha-col1: आर्टिफिशियल इंटेलिजेंस (एआई) के माध्यम से उज्जैन सिंहस्थ 2028 को मैनेज किया जाएगा। इसमें भीड़ नियंत्रण, जलापूर्ति, पार्किंग, सुरक्षा, ट्रैफिक मैनेजमेंट सहित अन्य कार्यों में सहयोग लिया जाएगा। इसके लिए सरकार एक बड़ा आईटी सेंटर बनाएगी, जो 24 घंटे सातों दिन संचालित होगा। प्रयागराज में होने वाले कुंभ मेले का मैनेजमेंट बनाने आईआईटी कानपुर की टीम एआई पर काम कर रही है। प्रदेश से अधिकारियों की टीम भी मेला मैनेजमेंट और व्यवस्थाओं को देखने और अध्ययन करने के लिए प्रयागराज जाएगी। इसी आधार पर प्रदेश में उज्जैन में होने वाले सिंहस्थ मेले का रोडमैप तैयार किया जाएगा। सिंहस्थ में पिछली बार 8 करोड़ श्रद्धालु आए थे, जिनकी संख्या इस बार 17 करोड़ से अधिक होने का अनुमान है। इस भीड़ का उज्जैन से जुड़े जिलों (देवास, आगर मालवा, शाजापुर, रतलाम, मंदसौर और नीमच) से कंट्रोल किया जाएगा। इस पर कंट्रोल प्रोजेक्ट मानीटरिंग यूनिट करेगी। — [337, 896, 529, 1248]
manav-phone: मो.नं. 9827334317 — [29, 2002, 126, 2014]
birthday-marker-icon — [169, 341, 177, 349]
manav-byline: पीपुल्स ब्यूरो ● भोपाल — [29, 1985, 122, 1998]
kumbh-text: प्रयागराज में लगने वाले महाकुंभ में भी मेला प्राधिकरण एआई वाली आर्टिफिशियल इंटेलिजेंस का उपयोग करने जा रहा है। यह पहली बार हो रहा है। जो मेला क्षेत्र में आपनों से बिछड़े लोगों को मिलाने में मदद करेगा। अलग क्षेत्रीय भाषा होने के कारण कई बार उनको कम्युनिकेशन में दिक्कत आती है। इसको देखते हुए इस बार मेला प्राधिकरण की तरफ से भाषिणी ऐप का प्रयोग किया जा रहा है। जो आईडी समेत 11 क्षेत्रीय भाषाओं में लोगों के साथ जानकारी साझा करेगा। — [914, 895, 1129, 1038]
birthday-entry — [29, 391, 166, 421]
vidhan-head: विधानसभा ने विधायक सप्रे से पूछा-आप कांग्रेस में हैं या फिर भाजपा में — [1192, 1892, 1516, 1947]
birthday-entry — [169, 336, 306, 366]
sar-item-2 — [23, 830, 308, 1036]
water-tap-icon: 🚰 — [541, 1143, 570, 1170]
knowledge-stamp-logo: पीपुल्स समाचार — [627, 1950, 697, 1964]
